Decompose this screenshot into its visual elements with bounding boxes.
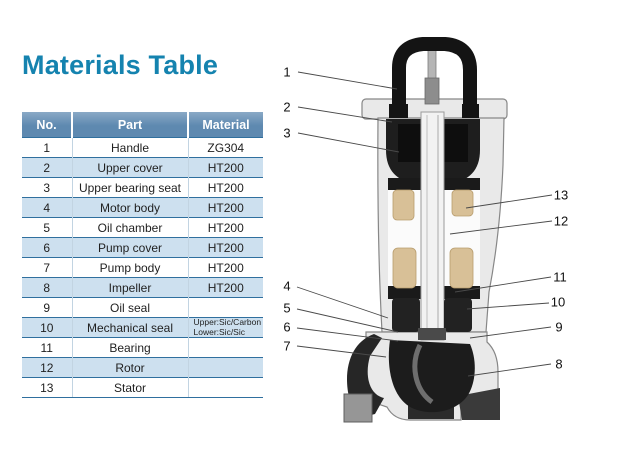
handle-foot-right bbox=[462, 104, 479, 118]
cell-no: 9 bbox=[22, 298, 72, 318]
stator-winding bbox=[393, 248, 416, 288]
callout-label-8: 8 bbox=[555, 356, 563, 372]
cell-no: 8 bbox=[22, 278, 72, 298]
callout-label-4: 4 bbox=[283, 278, 291, 294]
cell-no: 2 bbox=[22, 158, 72, 178]
oil-chamber-right bbox=[444, 298, 472, 332]
oil-chamber-left bbox=[392, 298, 420, 332]
cell-material: HT200 bbox=[188, 278, 263, 298]
handle-foot-left bbox=[389, 104, 408, 118]
cell-material: HT200 bbox=[188, 198, 263, 218]
cell-material: HT200 bbox=[188, 178, 263, 198]
cell-part: Handle bbox=[72, 138, 188, 158]
stator-winding bbox=[393, 190, 414, 220]
cell-no: 11 bbox=[22, 338, 72, 358]
rotor-shaft bbox=[421, 112, 444, 340]
cell-no: 10 bbox=[22, 318, 72, 338]
material-line-lower: Lower:Sic/Sic bbox=[193, 326, 245, 337]
cable-gland bbox=[425, 78, 439, 104]
callout-label-9: 9 bbox=[555, 319, 563, 335]
cell-part: Mechanical seal bbox=[72, 318, 188, 338]
callout-label-2: 2 bbox=[283, 99, 291, 115]
cell-material: HT200 bbox=[188, 218, 263, 238]
cell-part: Impeller bbox=[72, 278, 188, 298]
header-material: Material bbox=[188, 112, 263, 138]
callout-label-7: 7 bbox=[283, 338, 291, 354]
callout-label-5: 5 bbox=[283, 300, 291, 316]
cell-part: Motor body bbox=[72, 198, 188, 218]
cell-no: 4 bbox=[22, 198, 72, 218]
cell-no: 3 bbox=[22, 178, 72, 198]
cell-part: Upper bearing seat bbox=[72, 178, 188, 198]
cell-part: Rotor bbox=[72, 358, 188, 378]
header-no: No. bbox=[22, 112, 72, 138]
cell-no: 5 bbox=[22, 218, 72, 238]
stator-winding bbox=[450, 248, 473, 288]
callout-label-6: 6 bbox=[283, 319, 291, 335]
page-title: Materials Table bbox=[22, 50, 219, 80]
cell-material: HT200 bbox=[188, 238, 263, 258]
cell-no: 13 bbox=[22, 378, 72, 398]
stator-winding bbox=[452, 190, 473, 216]
callout-label-13: 13 bbox=[553, 187, 569, 203]
cell-part: Bearing bbox=[72, 338, 188, 358]
callout-label-1: 1 bbox=[283, 64, 291, 80]
callout-label-3: 3 bbox=[283, 125, 291, 141]
cell-material: HT200 bbox=[188, 158, 263, 178]
header-part: Part bbox=[72, 112, 188, 138]
cell-no: 6 bbox=[22, 238, 72, 258]
outlet-flange bbox=[344, 394, 372, 422]
cell-part: Upper cover bbox=[72, 158, 188, 178]
callout-label-10: 10 bbox=[550, 294, 566, 310]
cell-material: ZG304 bbox=[188, 138, 263, 158]
material-line-upper: Upper:Sic/Carbon bbox=[193, 317, 262, 328]
cell-part: Pump body bbox=[72, 258, 188, 278]
cell-part: Stator bbox=[72, 378, 188, 398]
cell-no: 12 bbox=[22, 358, 72, 378]
cell-no: 7 bbox=[22, 258, 72, 278]
callout-label-12: 12 bbox=[553, 213, 569, 229]
mechanical-seal bbox=[418, 328, 446, 340]
cell-part: Pump cover bbox=[72, 238, 188, 258]
callout-label-11: 11 bbox=[553, 269, 567, 285]
cell-part: Oil seal bbox=[72, 298, 188, 318]
cell-no: 1 bbox=[22, 138, 72, 158]
cell-material: HT200 bbox=[188, 258, 263, 278]
cell-part: Oil chamber bbox=[72, 218, 188, 238]
